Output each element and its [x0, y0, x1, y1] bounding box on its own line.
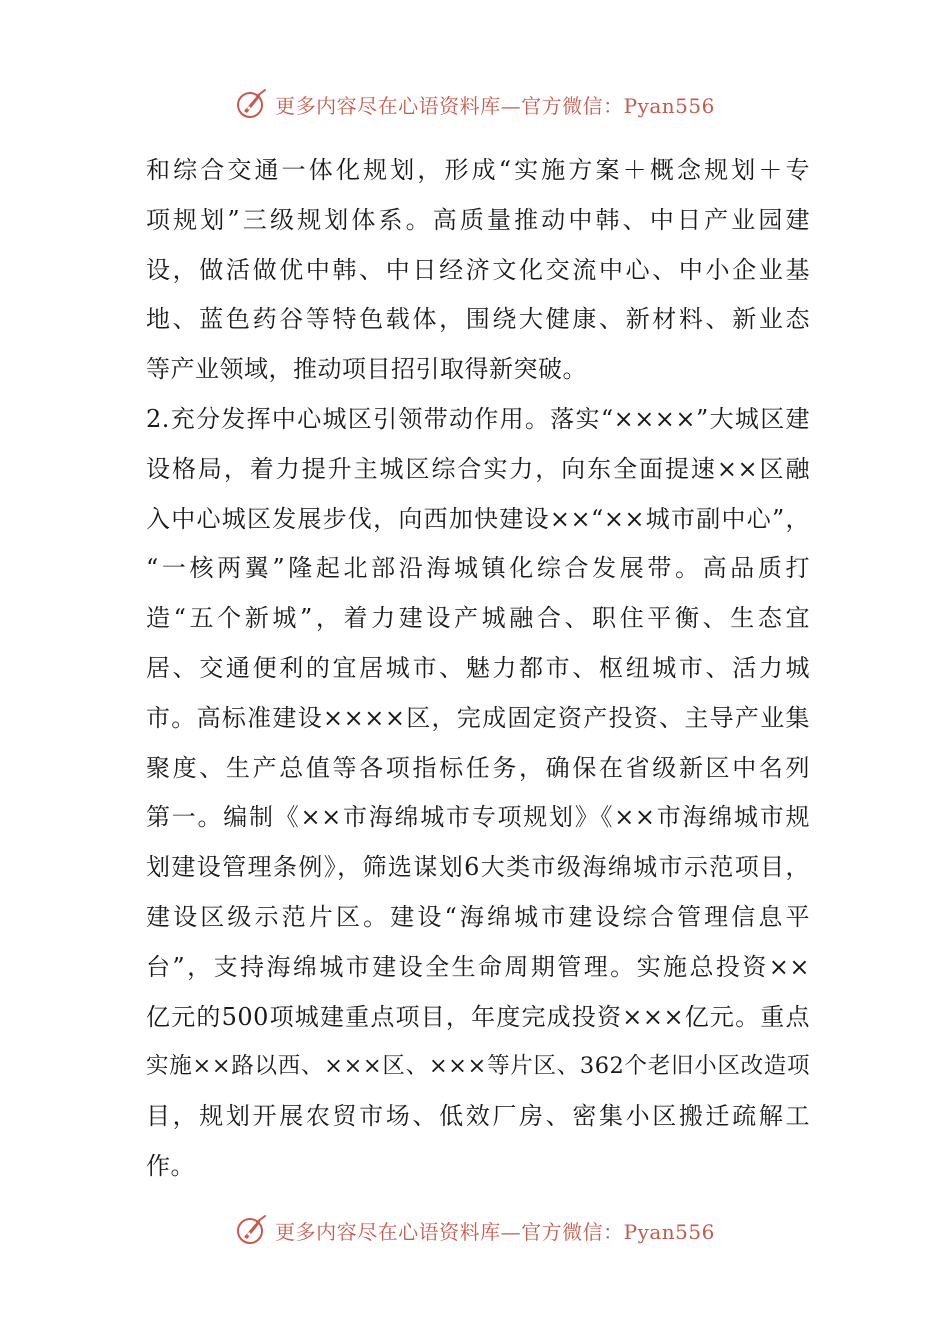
header-banner-text: 更多内容尽在心语资料库—官方微信：Pyan556 — [275, 93, 715, 118]
body-line: 作。 — [146, 1151, 195, 1180]
body-line: 地、蓝色药谷等特色载体，围绕大健康、新材料、新业态 — [146, 305, 810, 334]
footer-banner — [0, 1210, 950, 1250]
body-line: 台”，支持海绵城市建设全生命周期管理。实施总投资×× — [146, 952, 810, 981]
body-line: 市。高标准建设××××区，完成固定资产投资、主导产业集 — [146, 703, 810, 732]
footer-banner-text: 更多内容尽在心语资料库—官方微信：Pyan556 — [275, 1219, 715, 1244]
document-body — [146, 146, 810, 1192]
pen-nib-logo-icon — [235, 87, 269, 121]
body-line: 设格局，着力提升主城区综合实力，向东全面提速××区融 — [146, 454, 810, 483]
body-line: 和综合交通一体化规划，形成“实施方案＋概念规划＋专 — [146, 156, 810, 184]
header-banner — [0, 84, 950, 124]
body-line: “一核两翼”隆起北部沿海城镇化综合发展带。高品质打 — [146, 554, 810, 583]
body-line: 建设区级示范片区。建设“海绵城市建设综合管理信息平 — [146, 902, 810, 931]
body-line: 项规划”三级规划体系。高质量推动中韩、中日产业园建 — [146, 205, 810, 234]
body-line: 2.充分发挥中心城区引领带动作用。落实“××××”大城区建 — [146, 404, 810, 433]
body-line: 聚度、生产总值等各项指标任务，确保在省级新区中名列 — [146, 753, 810, 782]
body-line: 第一。编制《××市海绵城市专项规划》《××市海绵城市规 — [146, 803, 810, 832]
pen-nib-logo-icon — [235, 1213, 269, 1247]
body-line: 入中心城区发展步伐，向西加快建设××“××城市副中心”， — [146, 504, 810, 533]
body-line: 等产业领域，推动项目招引取得新突破。 — [146, 355, 587, 384]
body-line: 实施××路以西、×××区、×××等片区、362个老旧小区改造项 — [146, 1053, 810, 1080]
body-line: 设，做活做优中韩、中日经济文化交流中心、中小企业基 — [146, 255, 810, 284]
body-line: 居、交通便利的宜居城市、魅力都市、枢纽城市、活力城 — [146, 653, 810, 682]
body-line: 造“五个新城”，着力建设产城融合、职住平衡、生态宜 — [146, 604, 810, 633]
body-line: 目，规划开展农贸市场、低效厂房、密集小区搬迁疏解工 — [146, 1102, 810, 1131]
body-line: 划建设管理条例》，筛选谋划6大类市级海绵城市示范项目， — [146, 853, 810, 882]
body-line: 亿元的500项城建重点项目，年度完成投资×××亿元。重点 — [146, 1002, 810, 1031]
